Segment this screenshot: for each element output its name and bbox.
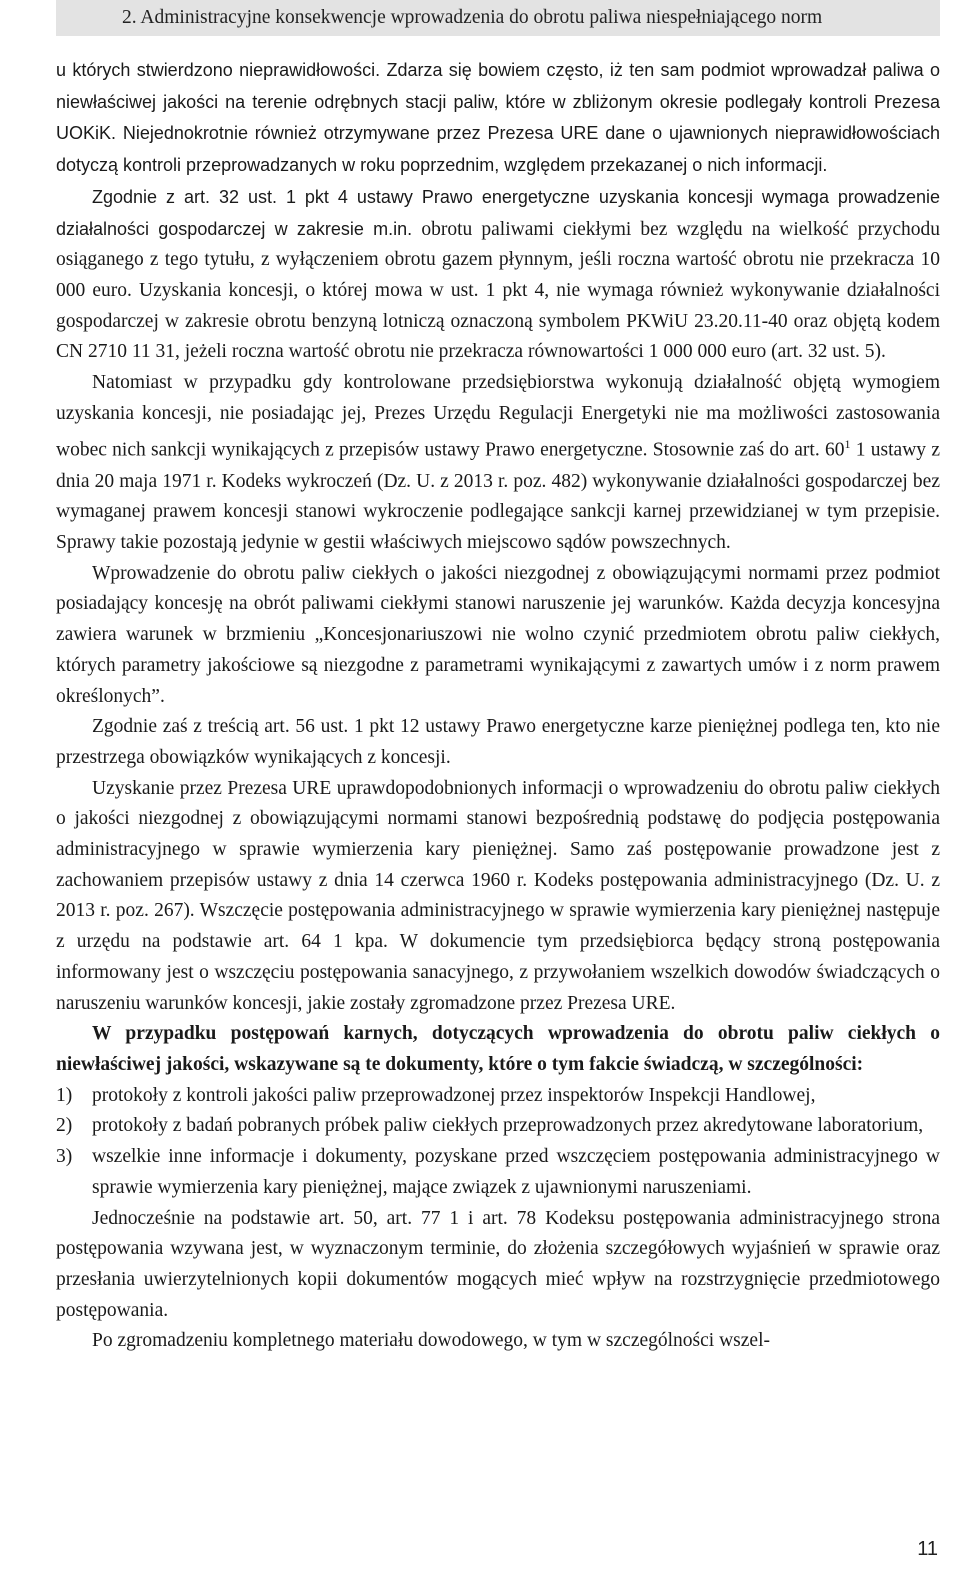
list-item-text: protokoły z kontroli jakości paliw przeprowadzonej przez inspektorów Inspekcji Handlowej, xyxy=(92,1084,816,1106)
evidence-list xyxy=(56,1081,940,1204)
paragraph-2-part-b: obrotu paliwami ciekłymi bez względu na wielkość przychodu osiąganego z tego tytułu, z wyłączeniem obrotu gazem płynnym, jeśli roczna wartość obrotu nie przekracza 10 000 euro. Uzyskania koncesji, o której mowa w ust. 1 pkt 4, nie wymaga również wykonywanie działalności gospodarczej w zakresie obrotu benzyną lotniczą oznaczoną symbolem PKWiU 23.20.11-40 oraz objętą kodem CN 2710 11 31, jeżeli roczna wartość obrotu nie przekracza równowartości 1 000 000 euro (art. 32 ust. 5). xyxy=(56,218,941,363)
list-item-text: wszelkie inne informacje i dokumenty, pozyskane przed wszczęciem postępowania administracyjnego w sprawie wymierzenia kary pieniężnej, mające związek z ujawnionymi naruszeniami. xyxy=(92,1146,940,1198)
paragraph-2-part-a: Zgodnie z art. 32 ust. 1 pkt 4 ustawy Prawo energetyczne uzyskania koncesji wymaga prowadzenie działalności gospodarczej w zakresie m.in. xyxy=(56,186,940,239)
paragraph-3-part-b: 1 ustawy z dnia 20 maja 1971 r. Kodeks wykroczeń (Dz. U. z 2013 r. poz. 482) wykonywanie działalności gospodarczej bez wymaganej prawem koncesji stanowi wykroczenie podlegające sankcji karnej przewidzianej w tym przepisie. Sprawy takie pozostają jedynie w gestii właściwych miejscowo sądów powszechnych. xyxy=(56,439,940,554)
paragraph-3-superscript: 1 xyxy=(844,437,851,452)
running-header-title: 2. Administracyjne konsekwencje wprowadzenia do obrotu paliwa niespełniającego norm xyxy=(122,7,823,28)
document-body xyxy=(56,55,940,1357)
list-item xyxy=(56,1081,940,1112)
list-item xyxy=(56,1142,940,1203)
paragraph-5: Zgodnie zaś z treścią art. 56 ust. 1 pkt 12 ustawy Prawo energetyczne karze pieniężnej podlega ten, kto nie przestrzega obowiązków wynikających z koncesji. xyxy=(56,716,940,768)
paragraph-1-part-a: u których stwierdzono nieprawidłowości. Zdarza się bowiem często, iż ten sam podmiot wprowadzał paliwa o niewłaściwej jakości na terenie odrębnych stacji paliw, które w zbliżonym okresie podlegały kontroli Prezesa UOKiK. xyxy=(56,60,940,144)
list-item-number: 1) xyxy=(56,1084,73,1106)
list-item-number: 3) xyxy=(56,1146,73,1168)
paragraph-3 xyxy=(56,368,940,559)
paragraph-7-bold: W przypadku postępowań karnych, dotyczących wprowadzenia do obrotu paliw ciekłych o niewłaściwej jakości, wskazywane są te dokumenty, które o tym fakcie świadczą, w szczególności: xyxy=(56,1023,940,1075)
paragraph-1 xyxy=(56,55,940,182)
list-item-number: 2) xyxy=(56,1115,73,1137)
paragraph-2 xyxy=(56,182,940,368)
paragraph-8: Jednocześnie na podstawie art. 50, art. 77 1 i art. 78 Kodeksu postępowania administracyjnego strona postępowania wzywana jest, w wyznaczonym terminie, do złożenia szczegółowych wyjaśnień w sprawie oraz przesłania uwierzytelnionych kopii dokumentów mogących mieć wpływ na rozstrzygnięcie przedmiotowego postępowania. xyxy=(56,1207,940,1321)
page-number: 11 xyxy=(917,1538,938,1560)
paragraph-6: Uzyskanie przez Prezesa URE uprawdopodobnionych informacji o wprowadzeniu do obrotu paliw ciekłych o jakości niezgodnej z obowiązującymi normami stanowi bezpośrednią podstawę do podjęcia postępowania administracyjnego w sprawie wymierzenia kary pieniężnej. Samo zaś postępowanie prowadzone jest z zachowaniem przepisów ustawy z dnia 14 czerwca 1960 r. Kodeks postępowania administracyjnego (Dz. U. z 2013 r. poz. 267). Wszczęcie postępowania administracyjnego w sprawie wymierzenia kary pieniężnej następuje z urzędu na podstawie art. 64 1 kpa. W dokumencie tym przedsiębiorca będący stroną postępowania informowany jest o wszczęciu postępowania sanacyjnego, z przywołaniem wszelkich dowodów świadczących o naruszeniu warunków koncesji, jakie zostały zgromadzone przez Prezesa URE. xyxy=(56,777,940,1014)
paragraph-1-part-b: Niejednokrotnie również otrzymywane przez Prezesa URE dane o ujawnionych nieprawidłowościach dotyczą kontroli przeprowadzanych w roku poprzednim, względem przekazanej o nich informacji. xyxy=(56,123,940,176)
paragraph-4: Wprowadzenie do obrotu paliw ciekłych o jakości niezgodnej z obowiązującymi normami przez podmiot posiadający koncesję na obrót paliwami ciekłymi stanowi naruszenie jej warunków. Każda decyzja koncesyjna zawiera warunek w brzmieniu „Koncesjonariuszowi nie wolno czynić przedmiotem obrotu paliw ciekłych, których parametry jakościowe są niezgodne z parametrami wynikającymi z zawartych umów i z norm prawem określonych”. xyxy=(56,562,940,707)
paragraph-9: Po zgromadzeniu kompletnego materiału dowodowego, w tym w szczególności wszel- xyxy=(92,1330,770,1352)
list-item-text: protokoły z badań pobranych próbek paliw ciekłych przeprowadzonych przez akredytowane laboratorium, xyxy=(92,1115,924,1137)
paragraph-3-part-a: Natomiast w przypadku gdy kontrolowane przedsiębiorstwa wykonują działalność objętą wymogiem uzyskania koncesji, nie posiadając jej, Prezes Urzędu Regulacji Energetyki nie ma możliwości zastosowania wobec nich sankcji wynikających z przepisów ustawy Prawo energetyczne. Stosownie zaś do art. 60 xyxy=(56,372,940,461)
running-header xyxy=(56,0,940,36)
list-item xyxy=(56,1111,940,1142)
